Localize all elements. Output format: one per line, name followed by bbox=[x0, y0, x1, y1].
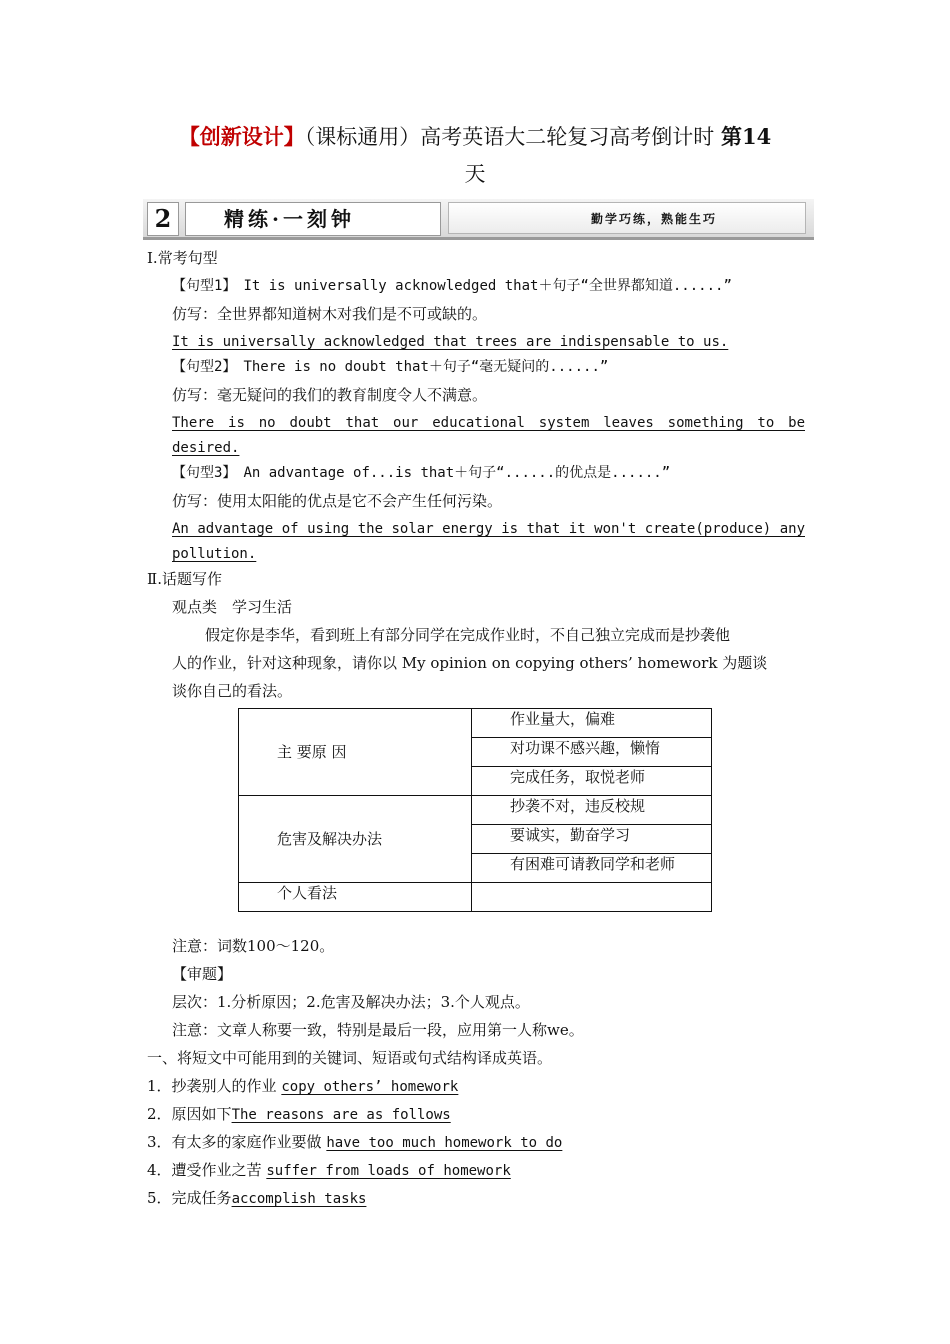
pattern2-prompt: 仿写：毫无疑问的我们的教育制度令人不满意。 bbox=[172, 386, 488, 404]
list-item bbox=[147, 1104, 451, 1125]
table-row bbox=[239, 709, 712, 738]
pattern2-answer-line1: There is no doubt that our educational system leaves something to be bbox=[172, 415, 805, 431]
word-count-note: 注意：词数100～120。 bbox=[172, 937, 335, 955]
outline-table bbox=[238, 708, 712, 912]
item-number: 4． bbox=[147, 1161, 172, 1179]
task-line1: 假定你是李华，看到班上有部分同学在完成作业时，不自己独立完成而是抄袭他 bbox=[205, 626, 731, 644]
item-chinese: 完成任务 bbox=[171, 1189, 232, 1207]
pattern2-answer-line2: desired. bbox=[172, 440, 240, 456]
table-cell: 完成任务，取悦老师 bbox=[472, 767, 712, 796]
list-item bbox=[147, 1076, 458, 1097]
pattern1-label: 【句型1】 bbox=[172, 278, 230, 294]
banner-number: 2 bbox=[147, 202, 179, 236]
table-cell: 有困难可请教同学和老师 bbox=[472, 854, 712, 883]
item-chinese: 遭受作业之苦 bbox=[171, 1161, 262, 1179]
table-group-label: 危害及解决办法 bbox=[239, 796, 472, 883]
item-number: 3． bbox=[147, 1133, 172, 1151]
title-bracket: 【创新设计】 bbox=[178, 124, 305, 149]
item-chinese: 抄袭别人的作业 bbox=[171, 1077, 277, 1095]
list-item bbox=[147, 1160, 511, 1181]
section-banner bbox=[143, 199, 814, 240]
pattern2-label: 【句型2】 bbox=[172, 359, 230, 375]
review-heading: 【审题】 bbox=[172, 965, 233, 983]
banner-slogan: 勤学巧练，熟能生巧 bbox=[448, 202, 806, 234]
title-day: 第14 bbox=[720, 124, 772, 149]
item-number: 5． bbox=[147, 1189, 172, 1207]
pattern1-line bbox=[172, 276, 732, 296]
pattern3-label: 【句型3】 bbox=[172, 465, 230, 481]
task-line3: 谈你自己的看法。 bbox=[172, 682, 293, 700]
pattern2-text: There is no doubt that＋句子“毫无疑问的......” bbox=[243, 359, 609, 375]
section2-heading: Ⅱ.话题写作 bbox=[147, 570, 222, 588]
list-item bbox=[147, 1188, 366, 1209]
item-english: have too much homework to do bbox=[326, 1135, 563, 1151]
task-line2: 人的作业，针对这种现象，请你以 My opinion on copying others’ homework 为题谈 bbox=[172, 654, 768, 672]
pattern1-text: It is universally acknowledged that＋句子“全世界都知道......” bbox=[243, 278, 732, 294]
pattern3-answer-line2: pollution. bbox=[172, 546, 257, 562]
title-main: （课标通用）高考英语大二轮复习高考倒计时 bbox=[304, 125, 715, 149]
banner-label: 精练·一刻钟 bbox=[185, 202, 441, 236]
table-cell: 抄袭不对，违反校规 bbox=[472, 796, 712, 825]
item-english: accomplish tasks bbox=[231, 1191, 367, 1207]
review-note: 注意：文章人称要一致，特别是最后一段，应用第一人称we。 bbox=[172, 1021, 584, 1039]
pattern3-answer-line1: An advantage of using the solar energy is that it won't create(produce) any bbox=[172, 521, 805, 537]
pattern1-answer: It is universally acknowledged that trees are indispensable to us. bbox=[172, 334, 729, 350]
item-english: copy others’ homework bbox=[281, 1079, 459, 1095]
review-levels: 层次：1.分析原因；2.危害及解决办法；3.个人观点。 bbox=[172, 993, 530, 1011]
title-line2: 天 bbox=[464, 162, 486, 186]
section2-topic: 观点类 学习生活 bbox=[172, 598, 293, 616]
table-cell: 要诚实，勤奋学习 bbox=[472, 825, 712, 854]
section1-heading: Ⅰ.常考句型 bbox=[147, 249, 218, 267]
table-cell: 作业量大，偏难 bbox=[472, 709, 712, 738]
list-item bbox=[147, 1132, 562, 1153]
pattern2-line bbox=[172, 357, 608, 377]
item-number: 2． bbox=[147, 1105, 172, 1123]
table-row bbox=[239, 883, 712, 912]
item-english: suffer from loads of homework bbox=[266, 1163, 511, 1179]
table-row bbox=[239, 796, 712, 825]
section3-heading: 一、将短文中可能用到的关键词、短语或句式结构译成英语。 bbox=[147, 1049, 553, 1067]
table-cell: 对功课不感兴趣，懒惰 bbox=[472, 738, 712, 767]
pattern3-prompt: 仿写：使用太阳能的优点是它不会产生任何污染。 bbox=[172, 492, 503, 510]
item-number: 1． bbox=[147, 1077, 172, 1095]
item-chinese: 原因如下 bbox=[171, 1105, 232, 1123]
pattern3-text: An advantage of...is that＋句子“......的优点是......” bbox=[243, 465, 671, 481]
document-title bbox=[150, 118, 800, 193]
item-english: The reasons are as follows bbox=[231, 1107, 451, 1123]
table-group-label: 主 要原 因 bbox=[239, 709, 472, 796]
pattern1-prompt: 仿写：全世界都知道树木对我们是不可或缺的。 bbox=[172, 305, 488, 323]
item-chinese: 有太多的家庭作业要做 bbox=[171, 1133, 322, 1151]
pattern3-line bbox=[172, 463, 670, 483]
table-cell bbox=[472, 883, 712, 912]
table-group-label: 个人看法 bbox=[239, 883, 472, 912]
